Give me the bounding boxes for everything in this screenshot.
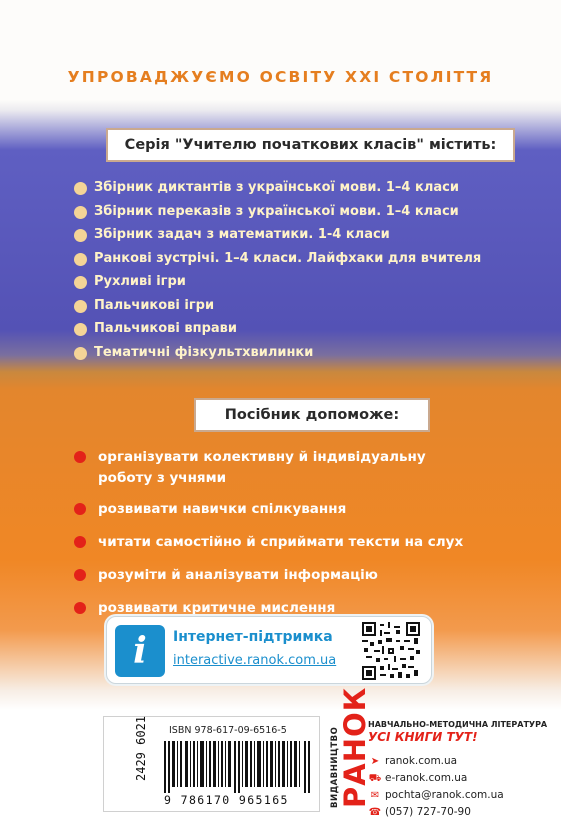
list-item: Тематичні фізкультхвилинки [74, 341, 481, 365]
bullet-icon [74, 569, 86, 581]
support-link[interactable]: interactive.ranok.com.ua [173, 653, 337, 668]
bullet-icon [74, 182, 87, 195]
barcode-side-digits: 2429 6021 [134, 715, 148, 781]
internet-support-panel [106, 616, 432, 684]
support-title: Інтернет-підтримка [173, 629, 333, 645]
phone-icon: ☎ [368, 807, 382, 818]
publisher-logo [330, 687, 370, 808]
bullet-icon [74, 229, 87, 242]
bullet-icon [74, 276, 87, 289]
slogan: УПРОВАДЖУЄМО ОСВІТУ ХХІ СТОЛІТТЯ [67, 68, 494, 86]
list-item: Збірник переказів з української мови. 1–4 класи [74, 200, 481, 224]
list-item: Пальчикові ігри [74, 294, 481, 318]
list-item: організувати колективну й індивідуальну роботу з учнями [74, 447, 434, 489]
bullet-icon [74, 536, 86, 548]
list-item: читати самостійно й сприймати тексти на слух [74, 532, 463, 553]
bullet-icon [74, 503, 86, 515]
publisher-name: РАНОК [338, 686, 372, 808]
bullet-icon [74, 253, 87, 266]
bullet-icon [74, 602, 86, 614]
contact-website[interactable]: ➤ ranok.com.ua [368, 753, 528, 770]
cursor-icon: ➤ [370, 756, 380, 767]
qr-code-icon[interactable] [359, 622, 423, 680]
list-item: розуміти й аналізувати інформацію [74, 565, 463, 586]
list-item: розвивати навички спілкування [74, 499, 463, 520]
list-item: Рухливі ігри [74, 270, 481, 294]
barcode-area [103, 716, 320, 812]
list-item: розвивати критичне мислення [74, 598, 463, 619]
helps-title: Посібник допоможе: [194, 398, 430, 432]
mail-icon: ✉ [370, 790, 380, 801]
barcode-digits: 9 786170 965165 [164, 793, 289, 807]
publisher-slogan: УСІ КНИГИ ТУТ! [368, 730, 478, 744]
publisher-info [368, 720, 547, 744]
bullet-icon [74, 347, 87, 360]
helps-list [74, 447, 463, 619]
list-item: Збірник задач з математики. 1-4 класи [74, 223, 481, 247]
info-icon: i [115, 625, 165, 677]
publisher-label: ВИДАВНИЦТВО [330, 726, 340, 808]
list-item: Збірник диктантів з української мови. 1–4 класи [74, 176, 481, 200]
contact-shop[interactable]: ⛟ e-ranok.com.ua [368, 770, 528, 787]
isbn: ISBN 978-617-09-6516-5 [169, 725, 287, 736]
contact-email[interactable]: ✉ pochta@ranok.com.ua [368, 787, 528, 804]
barcode-icon [164, 741, 310, 793]
list-item: Пальчикові вправи [74, 317, 481, 341]
cart-icon: ⛟ [368, 773, 382, 784]
bullet-icon [74, 323, 87, 336]
bullet-icon [74, 206, 87, 219]
series-list [74, 176, 481, 364]
contact-phone[interactable]: ☎ (057) 727-70-90 [368, 804, 528, 821]
list-item: Ранкові зустрічі. 1–4 класи. Лайфхаки для вчителя [74, 247, 481, 271]
publisher-category: НАВЧАЛЬНО-МЕТОДИЧНА ЛІТЕРАТУРА [368, 720, 548, 729]
series-title: Серія "Учителю початкових класів" містить: [106, 128, 515, 162]
bullet-icon [74, 300, 87, 313]
bullet-icon [74, 451, 86, 463]
